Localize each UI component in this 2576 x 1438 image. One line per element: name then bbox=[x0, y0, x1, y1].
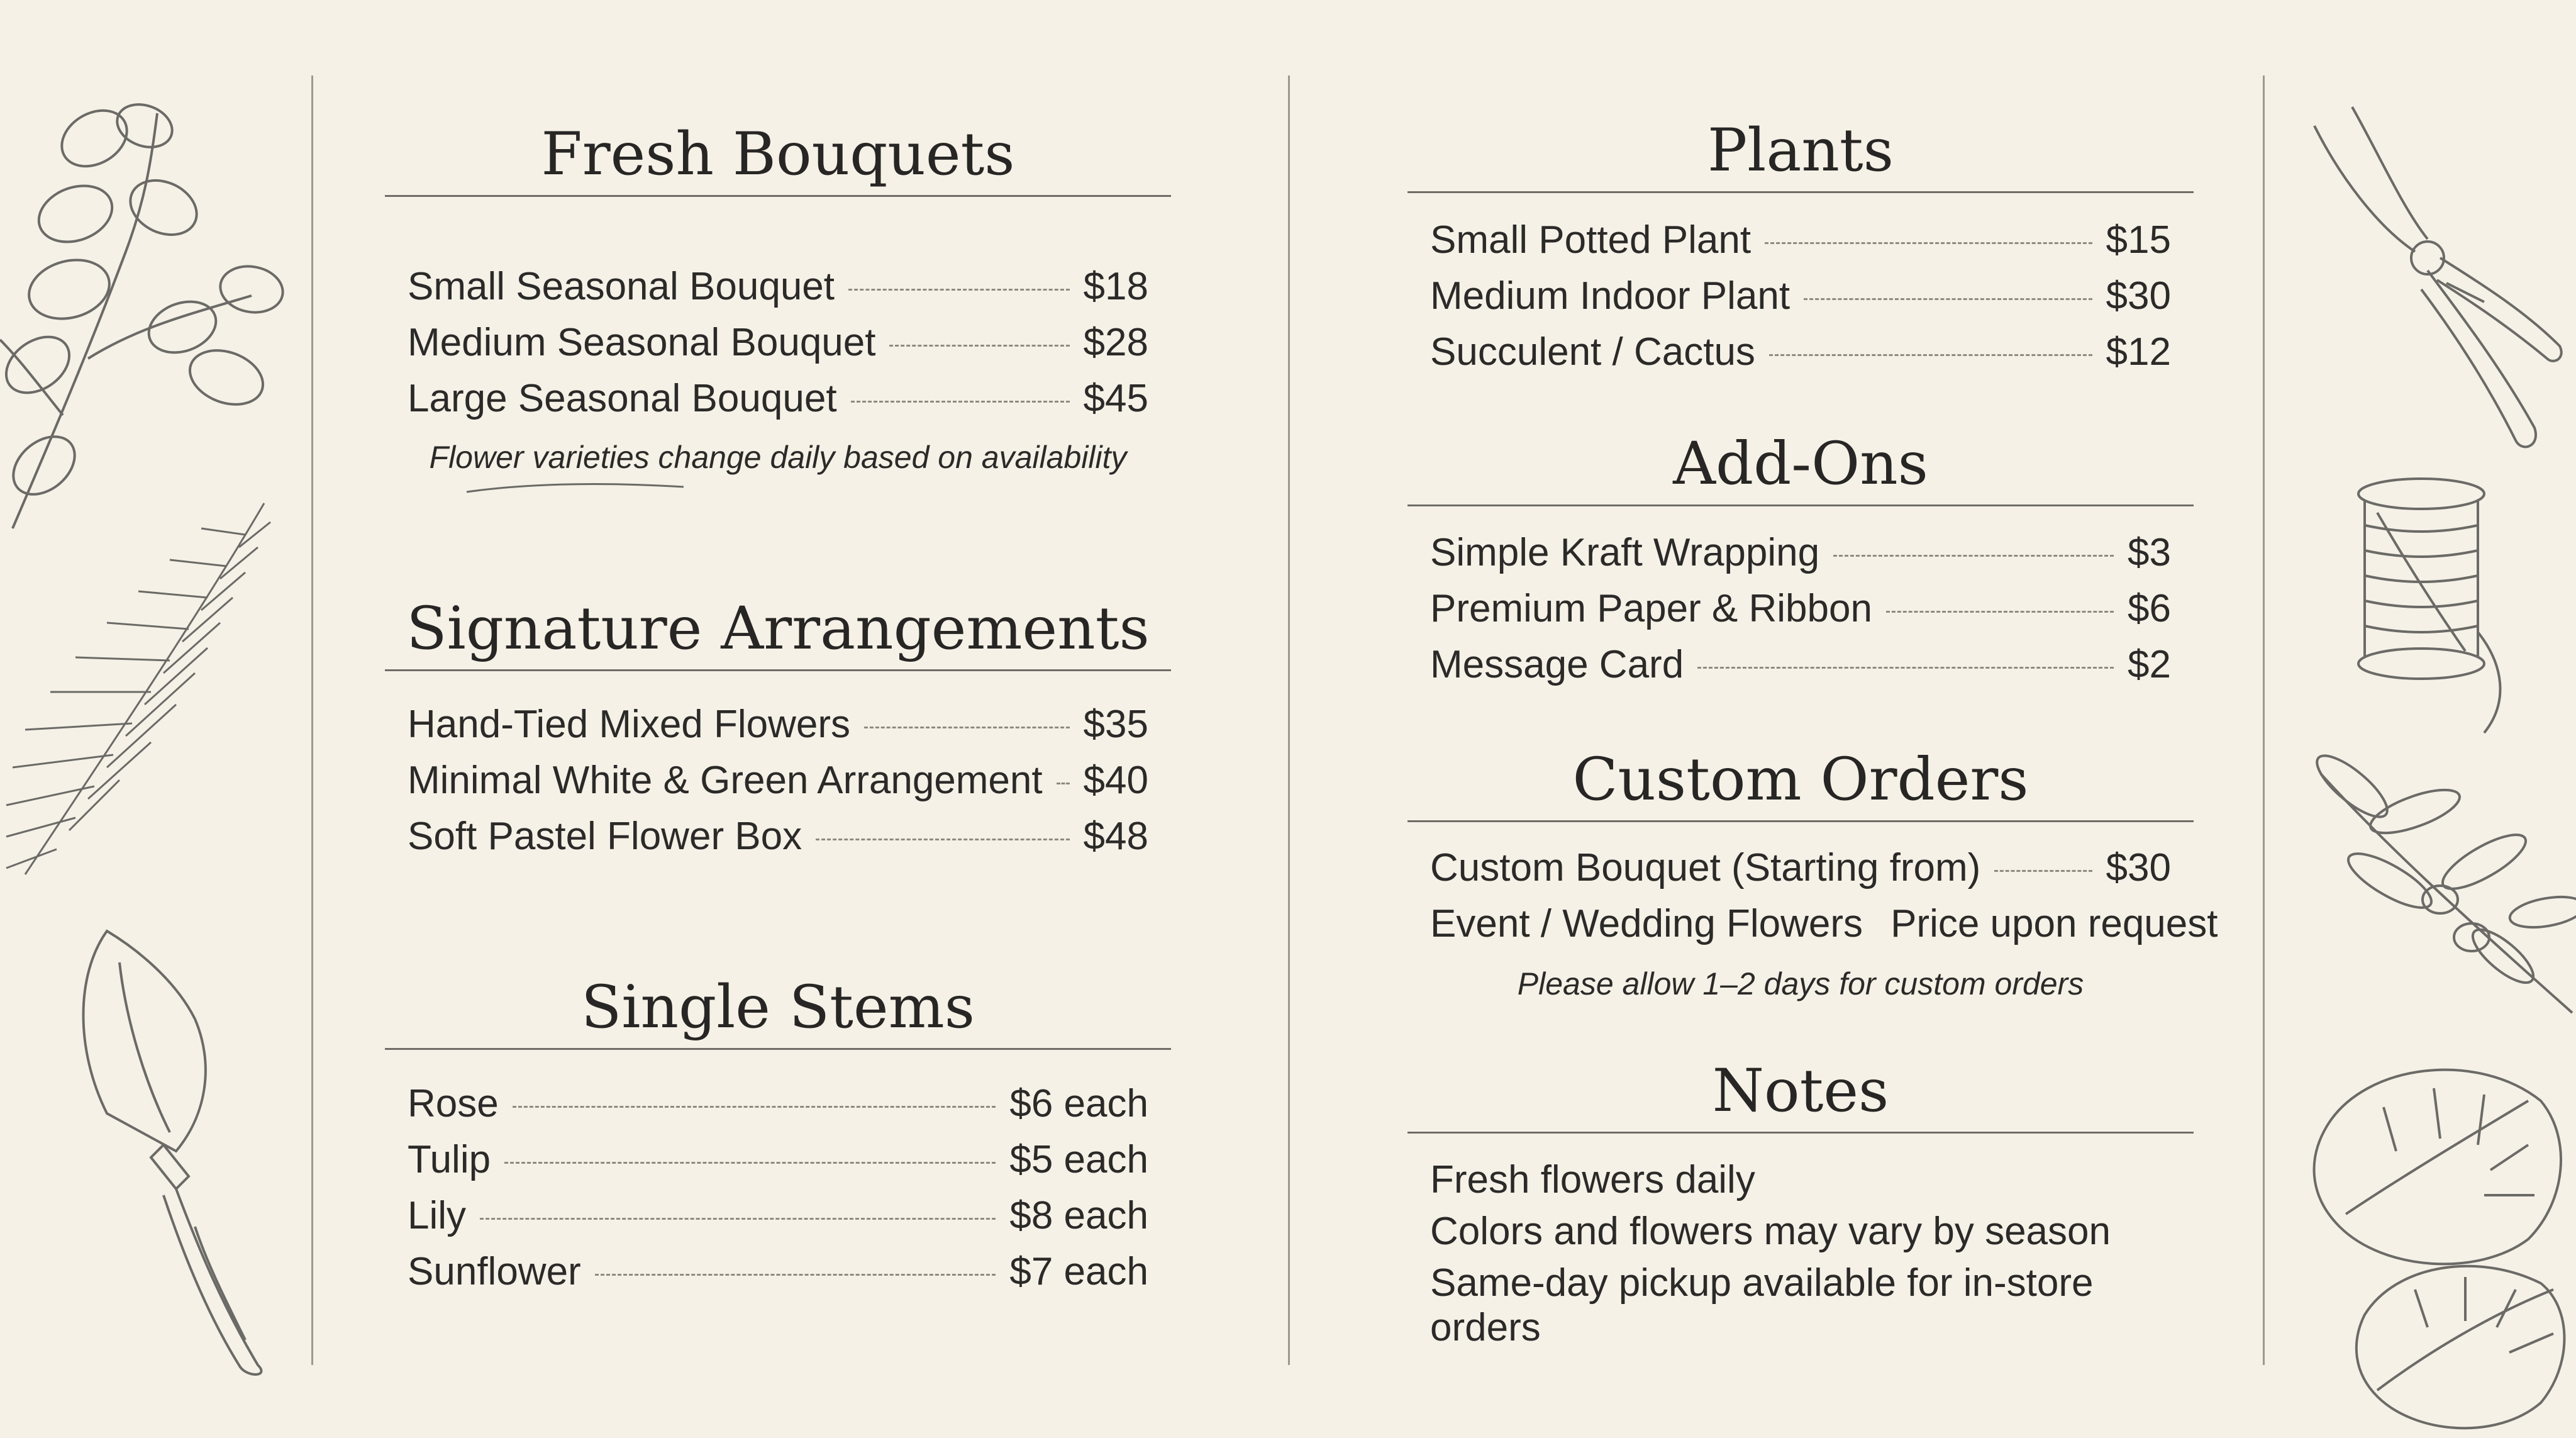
menu-item bbox=[408, 1193, 1148, 1238]
item-price: $6 each bbox=[1009, 1082, 1148, 1125]
dot-leader bbox=[504, 1162, 996, 1164]
section-rule bbox=[385, 669, 1171, 671]
menu-item bbox=[408, 320, 1148, 365]
note-line: Colors and flowers may vary by season bbox=[1430, 1210, 2111, 1253]
item-price: $30 bbox=[2106, 846, 2171, 889]
dot-leader bbox=[1697, 667, 2114, 669]
custom-order-note: Please allow 1–2 days for custom orders bbox=[1517, 966, 2084, 1001]
dot-leader bbox=[1994, 870, 2092, 872]
section-notes bbox=[1407, 1054, 2194, 1134]
item-price: $5 each bbox=[1009, 1138, 1148, 1181]
menu-item bbox=[1430, 274, 2171, 318]
item-price: $15 bbox=[2106, 218, 2171, 262]
item-price: $7 each bbox=[1009, 1250, 1148, 1293]
item-name: Soft Pastel Flower Box bbox=[408, 815, 802, 858]
eucalyptus-branch-illustration bbox=[0, 88, 302, 541]
item-price: $12 bbox=[2106, 330, 2171, 374]
dot-leader bbox=[864, 727, 1070, 728]
item-price: $35 bbox=[1083, 703, 1148, 746]
item-name: Premium Paper & Ribbon bbox=[1430, 587, 1872, 630]
section-single-stems bbox=[385, 970, 1171, 1050]
section-plants bbox=[1407, 113, 2194, 193]
menu-item bbox=[408, 1081, 1148, 1126]
note-line: Same-day pickup available for in-store orders bbox=[1430, 1261, 2094, 1349]
section-rule bbox=[1407, 1132, 2194, 1134]
item-name: Small Seasonal Bouquet bbox=[408, 265, 835, 308]
item-price: $3 bbox=[2128, 531, 2171, 574]
item-name: Sunflower bbox=[408, 1250, 581, 1293]
menu-item bbox=[408, 702, 1148, 747]
section-title: Signature Arrangements bbox=[406, 594, 1150, 663]
section-add-ons bbox=[1407, 426, 2194, 506]
item-price: $18 bbox=[1083, 265, 1148, 308]
fern-leaf-illustration bbox=[0, 497, 277, 887]
menu-item bbox=[408, 1137, 1148, 1182]
dot-leader bbox=[513, 1106, 996, 1108]
menu-item bbox=[1430, 845, 2171, 890]
divider-left bbox=[311, 75, 313, 1365]
item-name: Small Potted Plant bbox=[1430, 218, 1752, 262]
item-name: Event / Wedding Flowers bbox=[1430, 902, 1863, 945]
monstera-leaf-illustration bbox=[2289, 1051, 2576, 1434]
note-swoosh bbox=[464, 478, 690, 497]
twine-spool-illustration bbox=[2340, 475, 2516, 739]
item-name: Succulent / Cactus bbox=[1430, 330, 1755, 374]
dot-leader bbox=[1057, 783, 1070, 784]
item-name: Rose bbox=[408, 1082, 499, 1125]
item-price: $8 each bbox=[1009, 1194, 1148, 1237]
menu-item bbox=[408, 814, 1148, 859]
menu-item bbox=[408, 264, 1148, 309]
item-name: Tulip bbox=[408, 1138, 491, 1181]
item-name: Hand-Tied Mixed Flowers bbox=[408, 703, 851, 746]
item-name: Medium Indoor Plant bbox=[1430, 274, 1790, 318]
item-name: Lily bbox=[408, 1194, 467, 1237]
section-title: Fresh Bouquets bbox=[541, 120, 1015, 189]
divider-right bbox=[2263, 75, 2265, 1365]
section-rule bbox=[385, 1048, 1171, 1050]
menu-item bbox=[408, 758, 1148, 803]
menu-item bbox=[408, 1249, 1148, 1294]
menu-item bbox=[1430, 330, 2171, 374]
item-name: Custom Bouquet (Starting from) bbox=[1430, 846, 1981, 889]
section-signature-arrangements bbox=[385, 591, 1171, 671]
section-rule bbox=[1407, 504, 2194, 506]
item-name: Minimal White & Green Arrangement bbox=[408, 759, 1043, 802]
dot-leader bbox=[889, 345, 1069, 347]
section-title: Plants bbox=[1707, 116, 1894, 185]
section-title: Add-Ons bbox=[1673, 430, 1928, 498]
item-price: $40 bbox=[1083, 759, 1148, 802]
dot-leader bbox=[480, 1218, 996, 1220]
item-price: $28 bbox=[1083, 321, 1148, 364]
item-price: Price upon request bbox=[1890, 902, 2218, 945]
dot-leader bbox=[1769, 354, 2092, 356]
divider-center bbox=[1288, 75, 1290, 1365]
dot-leader bbox=[1833, 555, 2114, 557]
section-fresh-bouquets bbox=[385, 117, 1171, 197]
item-price: $48 bbox=[1083, 815, 1148, 858]
item-name: Simple Kraft Wrapping bbox=[1430, 531, 1820, 574]
item-price: $2 bbox=[2128, 643, 2171, 686]
dot-leader bbox=[1886, 611, 2114, 613]
dot-leader bbox=[1804, 298, 2092, 300]
menu-item bbox=[1430, 642, 2171, 687]
pruning-shears-illustration bbox=[2302, 101, 2566, 465]
section-rule bbox=[1407, 191, 2194, 193]
section-title: Custom Orders bbox=[1572, 745, 2029, 814]
item-name: Large Seasonal Bouquet bbox=[408, 377, 837, 420]
dot-leader bbox=[816, 839, 1069, 840]
menu-item bbox=[1430, 218, 2171, 262]
olive-branch-illustration bbox=[2296, 749, 2576, 1025]
menu-item bbox=[408, 376, 1148, 421]
dot-leader bbox=[1765, 242, 2092, 244]
dot-leader bbox=[851, 401, 1070, 403]
section-title: Notes bbox=[1712, 1057, 1889, 1125]
section-title: Single Stems bbox=[581, 973, 975, 1042]
availability-note: Flower varieties change daily based on availability bbox=[429, 440, 1127, 475]
menu-item bbox=[1430, 586, 2171, 631]
item-price: $30 bbox=[2106, 274, 2171, 318]
note-line: Fresh flowers daily bbox=[1430, 1158, 1755, 1201]
section-rule bbox=[1407, 820, 2194, 822]
dot-leader bbox=[848, 289, 1070, 291]
garden-trowel-illustration bbox=[69, 925, 283, 1378]
menu-item bbox=[1430, 530, 2171, 575]
section-custom-orders bbox=[1407, 742, 2194, 822]
menu-item bbox=[1430, 901, 2218, 946]
item-name: Message Card bbox=[1430, 643, 1684, 686]
item-price: $6 bbox=[2128, 587, 2171, 630]
dot-leader bbox=[595, 1274, 996, 1276]
item-price: $45 bbox=[1083, 377, 1148, 420]
item-name: Medium Seasonal Bouquet bbox=[408, 321, 876, 364]
section-rule bbox=[385, 195, 1171, 197]
